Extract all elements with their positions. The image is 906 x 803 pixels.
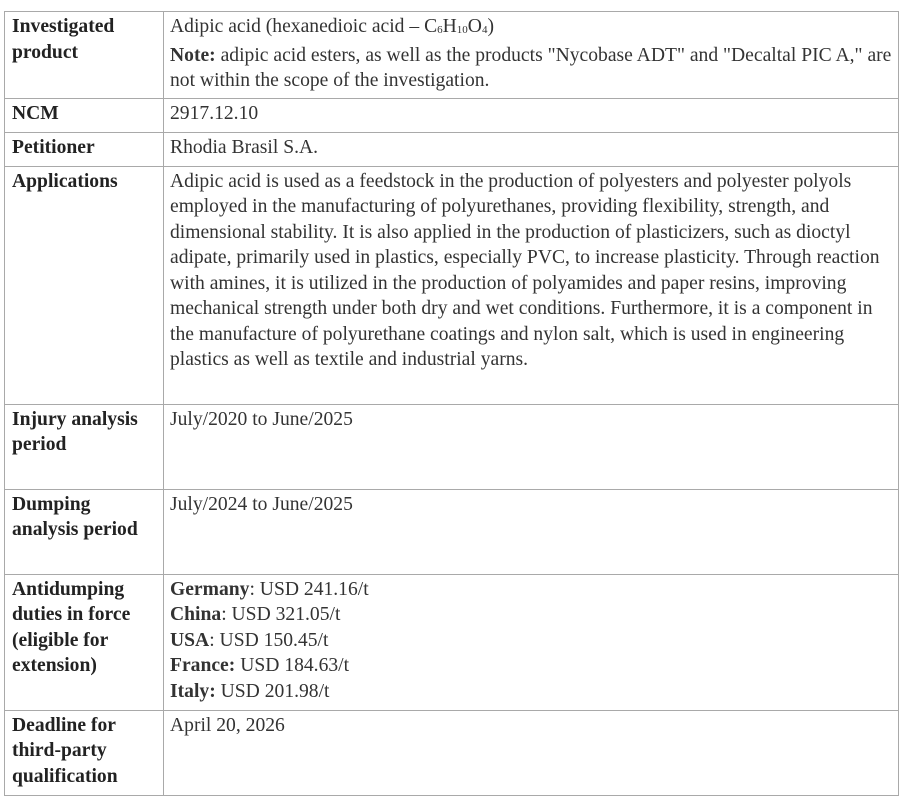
duty-country: Germany <box>170 578 250 600</box>
row-label-injury-analysis-period: Injury analysis period <box>5 404 164 489</box>
table-row-injury-analysis-period <box>5 404 899 489</box>
duty-amount: USD 150.45/t <box>219 629 329 651</box>
ncm-value: 2917.12.10 <box>164 98 899 132</box>
table-row-dumping-analysis-period <box>5 489 899 574</box>
duty-item <box>170 679 894 705</box>
row-label-investigated-product: Investigated product <box>5 12 164 99</box>
table-row-applications <box>5 166 899 404</box>
row-label-petitioner: Petitioner <box>5 132 164 166</box>
antidumping-duties-list <box>164 574 899 710</box>
duty-country: Italy: <box>170 680 216 702</box>
duty-item: Germany: USD 241.16/t <box>170 578 369 600</box>
duty-amount: USD 184.63/t <box>240 655 350 676</box>
applications-value: Adipic acid is used as a feedstock in the production of polyesters and polyester polyols employed in the manufacturing of polyurethanes, providing flexibility, strength, and dimensional stability. It is also applied in the production of plasticizers, such as dioctyl adipate, primarily used in plastics, especially PVC, to increase plasticity. Through reaction with amines, it is utilized in the production of polyamides and paper resins, improving mechanical strength under both dry and wet conditions. Furthermore, it is a component in the manufacture of polyurethane coatings and nylon salt, which is used in engineering plastics as well as textile and industrial yarns. <box>164 166 899 404</box>
investigated-product-value <box>164 12 899 99</box>
duty-country: France: <box>170 655 236 676</box>
dumping-analysis-period-value: July/2024 to June/2025 <box>164 489 899 574</box>
row-label-dumping-analysis-period: Dumping analysis period <box>5 489 164 574</box>
duty-country: China <box>170 604 222 625</box>
table-row-deadline <box>5 710 899 795</box>
row-label-deadline: Deadline for third-party qualification <box>5 710 164 795</box>
product-name: Adipic acid (hexanedioic acid – $C_6H_{10}O_4$) <box>170 16 494 37</box>
duty-item <box>170 653 894 679</box>
deadline-value: April 20, 2026 <box>164 710 899 795</box>
injury-analysis-period-value: July/2020 to June/2025 <box>164 404 899 489</box>
table-row-ncm <box>5 98 899 132</box>
note-label: Note: <box>170 44 216 66</box>
duty-amount: USD 241.16/t <box>259 578 369 600</box>
duty-amount: USD 201.98/t <box>220 680 330 702</box>
investigation-summary-table <box>4 11 899 796</box>
duty-amount: USD 321.05/t <box>231 604 341 625</box>
petitioner-value: Rhodia Brasil S.A. <box>164 132 899 166</box>
table-row-antidumping-duties <box>5 574 899 710</box>
duty-item: China: USD 321.05/t <box>170 604 341 625</box>
row-label-ncm: NCM <box>5 98 164 132</box>
row-label-applications: Applications <box>5 166 164 404</box>
note-text: adipic acid esters, as well as the products "Nycobase ADT" and "Decaltal PIC A," are not within the scope of the investigation. <box>170 44 892 91</box>
duty-country: USA <box>170 629 210 651</box>
table-row-petitioner <box>5 132 899 166</box>
table-row-investigated-product <box>5 12 899 99</box>
product-note <box>170 43 894 94</box>
row-label-antidumping-duties: Antidumping duties in force (eligible for extension) <box>5 574 164 710</box>
duty-item: USA: USD 150.45/t <box>170 629 329 651</box>
